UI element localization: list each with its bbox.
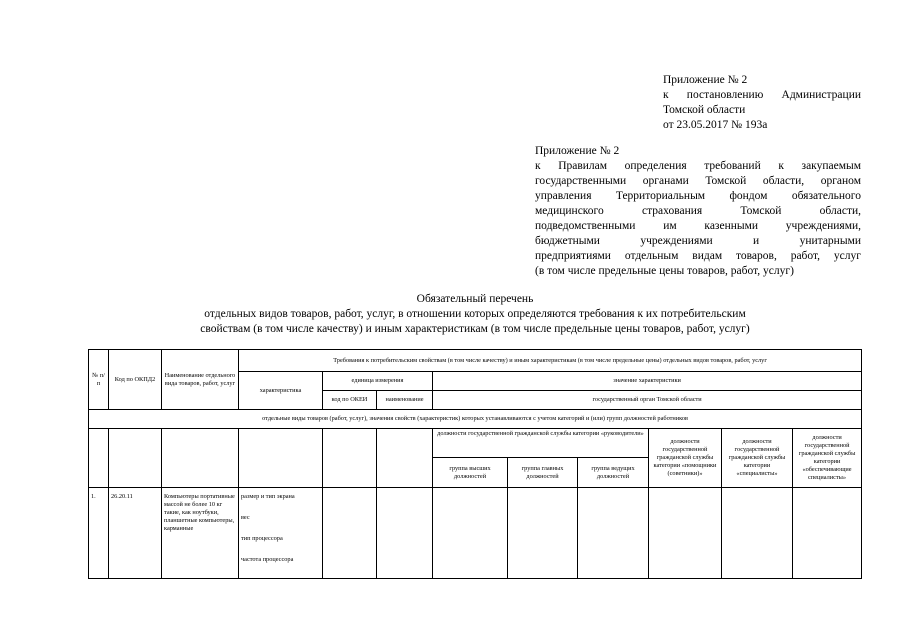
- group-highest: группа высших должностей: [433, 458, 508, 488]
- appendix-1-line: от 23.05.2017 № 193а: [663, 119, 768, 131]
- empty-cell: [722, 488, 793, 579]
- unit-header: единица измерения: [323, 372, 433, 391]
- empty-cell: [323, 429, 377, 488]
- group-leading: группа ведущих должностей: [578, 458, 649, 488]
- appendix-2-line: (в том числе предельные цены товаров, работ, услуг): [535, 265, 794, 277]
- appendix-1-line: к постановлению Администрации: [663, 89, 861, 101]
- col-code-header: Код по ОКПД2: [109, 350, 162, 410]
- appendix-2: [535, 144, 861, 279]
- empty-cell: [162, 429, 239, 488]
- group-main: группа главных должностей: [508, 458, 578, 488]
- prop-item: вес: [241, 514, 250, 521]
- category-helpers: должности государственной гражданской службы категории «помощники (советники)»: [649, 429, 722, 488]
- unit-name-header: наименование: [377, 391, 433, 410]
- table-header-row: [89, 350, 862, 372]
- empty-cell: [109, 429, 162, 488]
- empty-cell: [239, 429, 323, 488]
- empty-cell: [377, 429, 433, 488]
- characteristic-header: характеристика: [239, 372, 323, 410]
- appendix-1: [663, 73, 861, 133]
- category-row: [89, 429, 862, 458]
- appendix-2-line: предприятиями отдельным видам товаров, работ, услуг: [535, 250, 861, 262]
- col-name-header: Наименование отдельного вида товаров, работ, услуг: [162, 350, 239, 410]
- document-title: Обязательный перечень: [416, 293, 534, 305]
- requirements-header: Требования к потребительским свойствам (в том числе качеству) и иным характеристикам (в том числе предельные цены) отдельных видов товаров, работ, услуг: [239, 350, 862, 372]
- row-props: [239, 488, 323, 579]
- category-support: должности государственной гражданской службы категории «обеспечивающие специалисты»: [793, 429, 862, 488]
- unit-okei-header: код по ОКЕИ: [323, 391, 377, 410]
- appendix-2-title: Приложение № 2: [535, 145, 620, 157]
- empty-cell: [377, 488, 433, 579]
- row-code: 26.20.11: [109, 488, 162, 579]
- appendix-2-line: к Правилам определения требований к закупаемым: [535, 160, 861, 172]
- prop-item: размер и тип экрана: [241, 493, 295, 500]
- prop-item: тип процессора: [241, 535, 283, 542]
- appendix-2-line: управления Территориальным фондом обязательного: [535, 190, 861, 202]
- appendix-2-line: медицинского страхования Томской области,: [535, 205, 861, 217]
- col-num-header: № п/п: [89, 350, 109, 410]
- requirements-table: [88, 349, 862, 579]
- appendix-2-line: подведомственными им казенными учреждениями,: [535, 220, 861, 232]
- prop-item: частота процессора: [241, 556, 294, 563]
- empty-cell: [793, 488, 862, 579]
- table-row: [89, 488, 862, 579]
- value-header: значение характеристики: [433, 372, 862, 391]
- document-subtitle: свойствам (в том числе качеству) и иным характеристикам (в том числе предельные цены товаров, работ, услуг): [200, 323, 750, 335]
- section-row-label: отдельные виды товаров (работ, услуг), значения свойств (характеристик) которых устанавливаются с учетом категорий и (или) групп должностей работников: [89, 410, 862, 429]
- appendix-1-title: Приложение № 2: [663, 74, 748, 86]
- category-specialists: должности государственной гражданской службы категории «специалисты»: [722, 429, 793, 488]
- section-row: [89, 410, 862, 429]
- appendix-2-line: бюджетными учреждениями и унитарными: [535, 235, 861, 247]
- empty-cell: [89, 429, 109, 488]
- empty-cell: [433, 488, 508, 579]
- row-name: Компьютеры портативные массой не более 10 кг такие, как ноутбуки, планшетные компьютеры, карманные: [162, 488, 239, 579]
- empty-cell: [323, 488, 377, 579]
- row-num: 1.: [89, 488, 109, 579]
- gov-body-header: государственный орган Томской области: [433, 391, 862, 410]
- appendix-1-line: Томской области: [663, 104, 746, 116]
- empty-cell: [578, 488, 649, 579]
- empty-cell: [649, 488, 722, 579]
- empty-cell: [508, 488, 578, 579]
- category-leaders: должности государственной гражданской службы категории «руководители»: [433, 429, 649, 458]
- document-subtitle: отдельных видов товаров, работ, услуг, в отношении которых определяются требования к их потребительским: [204, 308, 746, 320]
- appendix-2-line: государственными органами Томской области, органом: [535, 175, 861, 187]
